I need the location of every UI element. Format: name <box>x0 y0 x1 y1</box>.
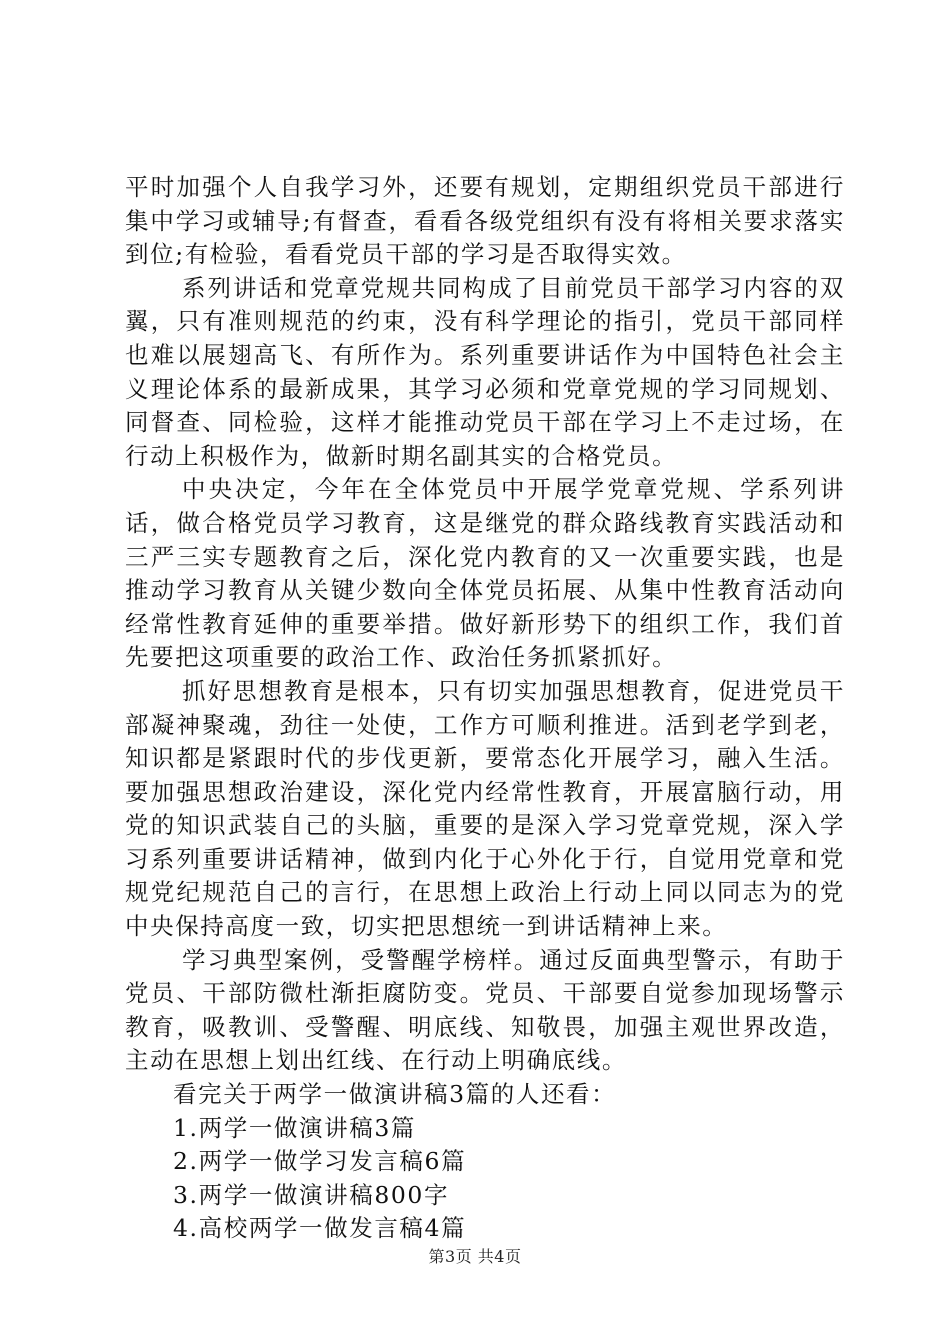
related-heading: 看完关于两学一做演讲稿3篇的人还看： <box>173 1080 617 1109</box>
document-body <box>125 171 845 1246</box>
paragraph-1: 平时加强个人自我学习外，还要有规划，定期组织党员干部进行集中学习或辅导;有督查，看看各级党组织有没有将相关要求落实到位;有检验，看看党员干部的学习是否取得实效。 <box>125 173 845 269</box>
related-link-1[interactable]: 1.两学一做演讲稿3篇 <box>173 1113 416 1142</box>
page-number-footer: 第3页 共4页 <box>428 1247 522 1266</box>
paragraph-2: 系列讲话和党章党规共同构成了目前党员干部学习内容的双翼，只有准则规范的约束，没有科学理论的指引，党员干部同样也难以展翅高飞、有所作为。系列重要讲话作为中国特色社会主义理论体系的最新成果，其学习必须和党章党规的学习同规划、同督查、同检验，这样才能推动党员干部在学习上不走过场，在行动上积极作为，做新时期名副其实的合格党员。 <box>125 273 845 470</box>
paragraph-3: 中央决定，今年在全体党员中开展学党章党规、学系列讲话，做合格党员学习教育，这是继党的群众路线教育实践活动和三严三实专题教育之后，深化党内教育的又一次重要实践，也是推动学习教育从关键少数向全体党员拓展、从集中性教育活动向经常性教育延伸的重要举措。做好新形势下的组织工作，我们首先要把这项重要的政治工作、政治任务抓紧抓好。 <box>125 475 845 672</box>
paragraph-4: 抓好思想教育是根本，只有切实加强思想教育，促进党员干部凝神聚魂，劲往一处使，工作方可顺利推进。活到老学到老，知识都是紧跟时代的步伐更新，要常态化开展学习，融入生活。要加强思想政治建设，深化党内经常性教育，开展富脑行动，用党的知识武装自己的头脑，重要的是深入学习党章党规，深入学习系列重要讲话精神，做到内化于心外化于行，自觉用党章和党规党纪规范自己的言行，在思想上政治上行动上同以同志为的党中央保持高度一致，切实把思想统一到讲话精神上来。 <box>125 676 845 941</box>
related-link-3[interactable]: 3.两学一做演讲稿800字 <box>173 1180 450 1209</box>
related-link-2[interactable]: 2.两学一做学习发言稿6篇 <box>173 1147 467 1176</box>
related-list <box>125 1112 845 1246</box>
paragraph-5: 学习典型案例，受警醒学榜样。通过反面典型警示，有助于党员、干部防微杜渐拒腐防变。党员、干部要自觉参加现场警示教育，吸教训、受警醒、明底线、知敬畏，加强主观世界改造，主动在思想上划出红线、在行动上明确底线。 <box>125 945 845 1075</box>
related-link-4[interactable]: 4.高校两学一做发言稿4篇 <box>173 1214 467 1243</box>
